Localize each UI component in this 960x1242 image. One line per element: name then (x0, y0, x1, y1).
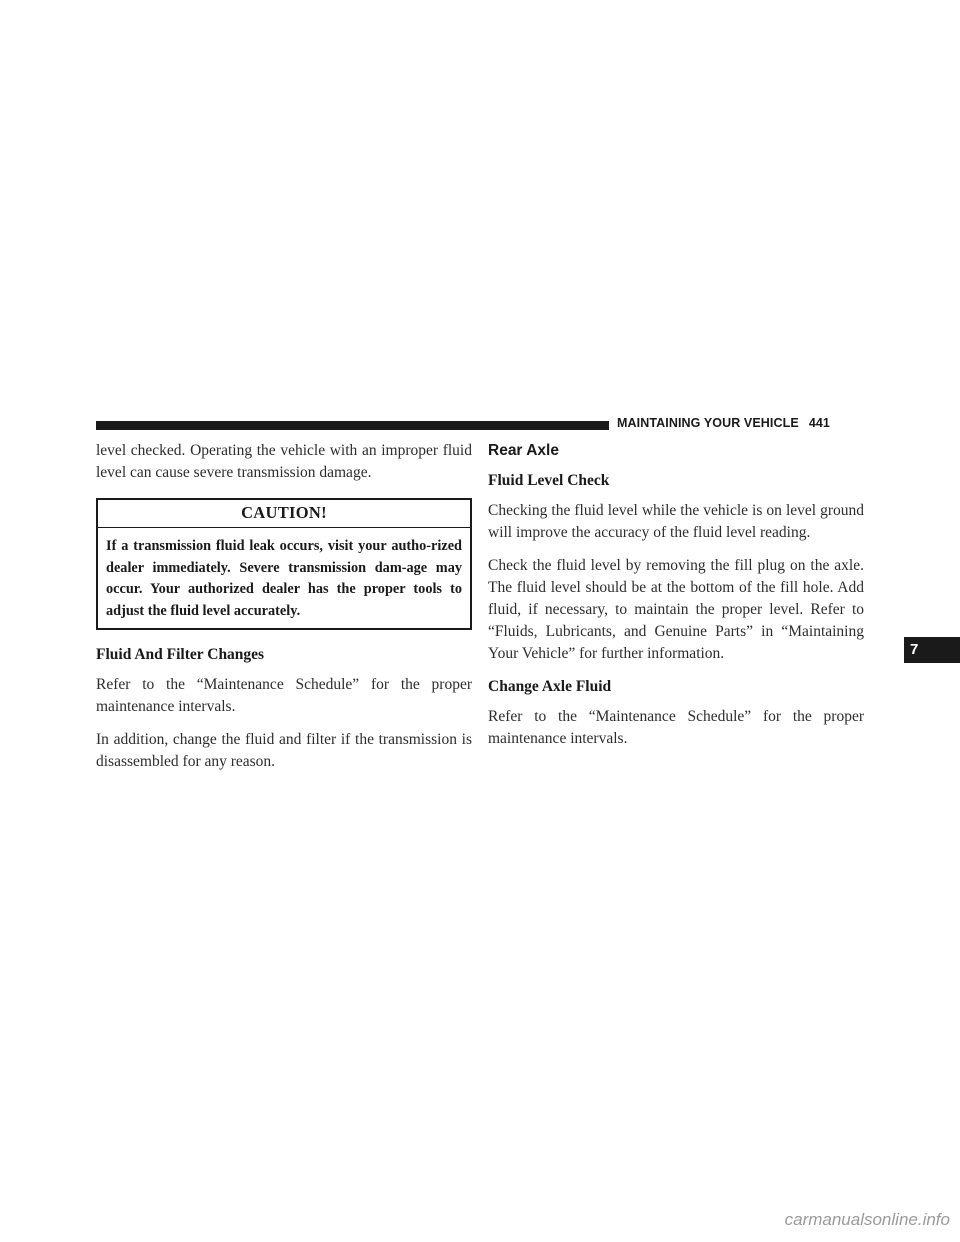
fluid-level-check-heading: Fluid Level Check (488, 472, 610, 489)
level-check-paragraph-1: Checking the fluid level while the vehicle is on level ground will improve the accuracy of the fluid level reading. (488, 502, 864, 541)
watermark: carmanualsonline.info (784, 1210, 950, 1229)
page-number: 441 (808, 416, 830, 430)
rear-axle-heading: Rear Axle (488, 442, 559, 459)
level-check-paragraph-2: Check the fluid level by removing the fill plug on the axle. The fluid level should be at the bottom of the fill hole. Add fluid, if necessary, to maintain the proper level. Refer to “Fluids, Lubricants, and Genuine Parts” in “Maintaining Your Vehicle” for further information. (488, 557, 864, 662)
running-header (617, 416, 867, 430)
caution-body: If a transmission fluid leak occurs, visit your autho-rized dealer immediately. Severe transmission dam-age may occur. Your authorized dealer has the proper tools to adjust the fluid level accurately. (106, 538, 462, 619)
caution-title: CAUTION! (98, 500, 470, 528)
left-column (96, 440, 472, 784)
fluid-filter-paragraph-2: In addition, change the fluid and filter if the transmission is disassembled for any reason. (96, 731, 472, 770)
intro-paragraph: level checked. Operating the vehicle with an improper fluid level can cause severe transmission damage. (96, 442, 472, 481)
fluid-filter-paragraph-1: Refer to the “Maintenance Schedule” for the proper maintenance intervals. (96, 676, 472, 715)
caution-box (96, 498, 472, 630)
change-fluid-paragraph: Refer to the “Maintenance Schedule” for the proper maintenance intervals. (488, 708, 864, 747)
change-axle-fluid-heading: Change Axle Fluid (488, 678, 612, 695)
fluid-filter-heading: Fluid And Filter Changes (96, 646, 265, 663)
chapter-tab: 7 (904, 637, 960, 663)
right-column (488, 440, 864, 761)
header-rule (96, 421, 609, 430)
header-title: MAINTAINING YOUR VEHICLE (617, 416, 799, 430)
